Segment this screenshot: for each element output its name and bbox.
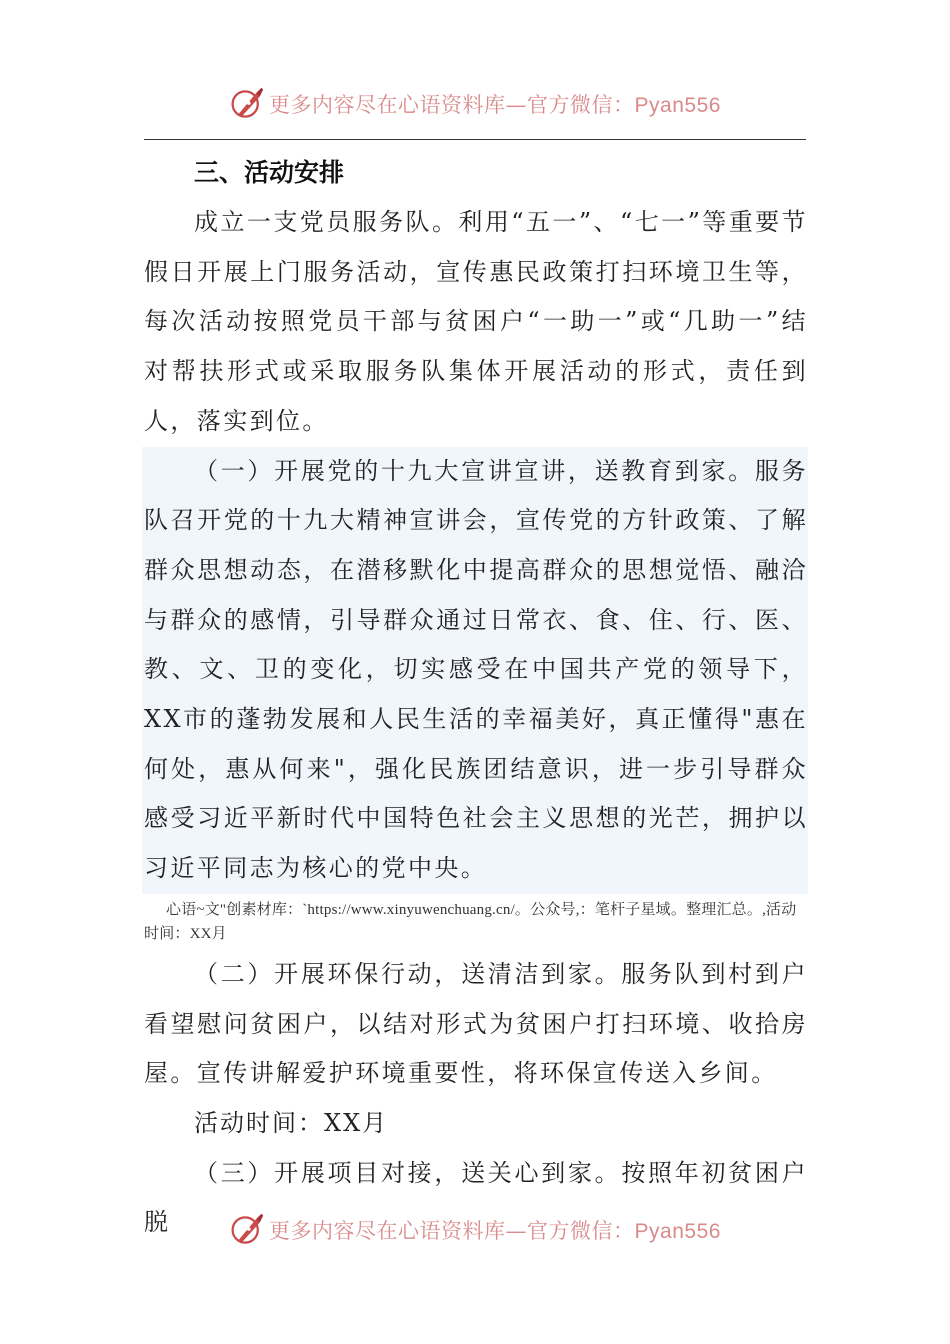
source-note: 心语~文"创素材库：`https://www.xinyuwenchuang.cn/。公众号,：笔杆子星域。整理汇总。,活动时间：XX月 — [144, 901, 797, 942]
header-banner — [0, 82, 950, 126]
activity-time: 活动时间：XX月 — [194, 1108, 389, 1137]
pen-nib-circle-icon — [229, 1212, 265, 1248]
wechat-id: Pyan556 — [634, 1220, 721, 1243]
item-3-paragraph: （三）开展项目对接，送关心到家。按照年初贫困户脱 — [144, 1158, 808, 1237]
document-body — [144, 148, 808, 1248]
footer-banner — [0, 1208, 950, 1252]
intro-paragraph: 成立一支党员服务队。利用“五一”、“七一”等重要节假日开展上门服务活动，宣传惠民政策打扫环境卫生等，每次活动按照党员干部与贫困户“一助一”或“几助一”结对帮扶形式或采取服务队集体开展活动的形式，责任到人，落实到位。 — [144, 208, 808, 435]
banner-text: 更多内容尽在心语资料库—官方微信：Pyan556 — [269, 93, 721, 117]
item-1-paragraph: （一）开展党的十九大宣讲宣讲，送教育到家。服务队召开党的十九大精神宣讲会，宣传党的方针政策、了解群众思想动态，在潜移默化中提高群众的思想觉悟、融洽与群众的感情，引导群众通过日常衣、食、住、行、医、教、文、卫的变化，切实感受在中国共产党的领导下，XX市的蓬勃发展和人民生活的幸福美好，真正懂得"惠在何处，惠从何来"，强化民族团结意识，进一步引导群众感受习近平新时代中国特色社会主义思想的光芒，拥护以习近平同志为核心的党中央。 — [142, 447, 808, 894]
pen-nib-circle-icon — [229, 86, 265, 122]
header-divider — [144, 139, 806, 140]
section-heading: 三、活动安排 — [194, 158, 345, 187]
item-2-paragraph: （二）开展环保行动，送清洁到家。服务队到村到户看望慰问贫困户，以结对形式为贫困户打扫环境、收拾房屋。宣传讲解爱护环境重要性，将环保宣传送入乡间。 — [144, 959, 808, 1088]
banner-text: 更多内容尽在心语资料库—官方微信：Pyan556 — [269, 1219, 721, 1243]
wechat-id: Pyan556 — [634, 94, 721, 117]
